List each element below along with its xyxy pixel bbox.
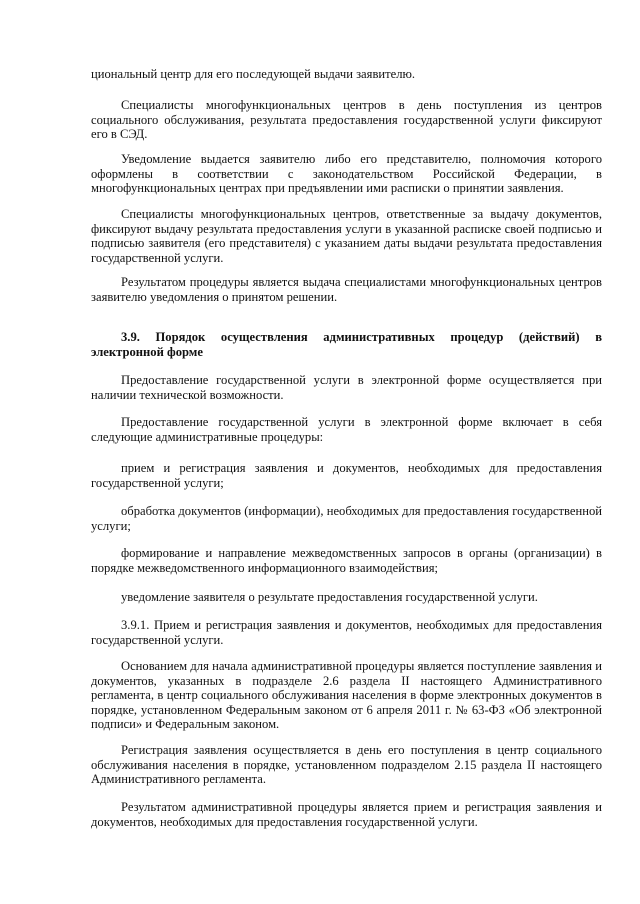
- paragraph: Результатом административной процедуры является прием и регистрация заявления и документов, необходимых для предоставления государственной услуги.: [91, 800, 602, 829]
- list-item: обработка документов (информации), необходимых для предоставления государственной услуги;: [91, 504, 602, 533]
- paragraph-continuation: циональный центр для его последующей выдачи заявителю.: [91, 67, 416, 81]
- list-item: уведомление заявителя о результате предоставления государственной услуги.: [121, 590, 538, 604]
- list-item: формирование и направление межведомственных запросов в органы (организации) в порядке межведомственного информационного взаимодействия;: [91, 546, 602, 575]
- subsection-paragraph: 3.9.1. Прием и регистрация заявления и документов, необходимых для предоставления государственной услуги.: [91, 618, 602, 647]
- paragraph: Основанием для начала административной процедуры является поступление заявления и документов, указанных в подразделе 2.6 раздела II настоящего Административного регламента, в центр социального обслуживания населения в форме электронных документов в порядке, установленном Федеральным законом от 6 апреля 2011 г. № 63-ФЗ «Об электронной подписи» и Федеральным законом.: [91, 659, 602, 732]
- paragraph: Предоставление государственной услуги в электронной форме осуществляется при наличии технической возможности.: [91, 373, 602, 402]
- paragraph: Результатом процедуры является выдача специалистами многофункциональных центров заявителю уведомления о принятом решении.: [91, 275, 602, 304]
- paragraph: Предоставление государственной услуги в электронной форме включает в себя следующие административные процедуры:: [91, 415, 602, 444]
- paragraph: Специалисты многофункциональных центров в день поступления из центров социального обслуживания, результата предоставления государственной услуги фиксируют его в СЭД.: [91, 98, 602, 142]
- paragraph: Специалисты многофункциональных центров, ответственные за выдачу документов, фиксируют выдачу результата предоставления услуги в указанной расписке своей подписью и подписью заявителя (его представителя) с указанием даты выдачи результата предоставления государственной услуги.: [91, 207, 602, 265]
- list-item: прием и регистрация заявления и документов, необходимых для предоставления государственной услуги;: [91, 461, 602, 490]
- paragraph: Уведомление выдается заявителю либо его представителю, полномочия которого оформлены в соответствии с законодательством Российской Федерации, в многофункциональных центрах при предъявлении ими расписки о принятии заявления.: [91, 152, 602, 196]
- paragraph: Регистрация заявления осуществляется в день его поступления в центр социального обслуживания населения в порядке, установленном подразделом 2.15 раздела II настоящего Административного регламента.: [91, 743, 602, 787]
- section-heading: 3.9. Порядок осуществления административных процедур (действий) в электронной форме: [91, 330, 602, 359]
